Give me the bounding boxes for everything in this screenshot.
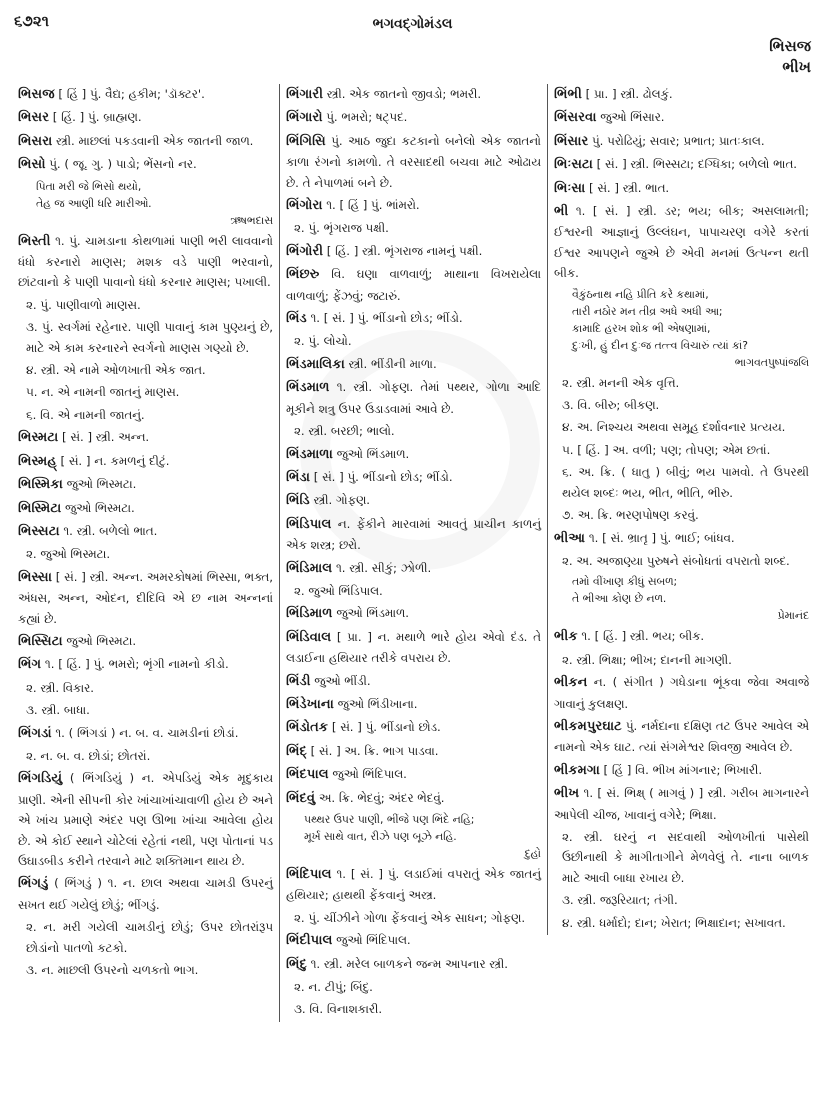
- dictionary-entry: [286, 694, 541, 715]
- definition: [ પ્રા. ] ન. મથાળે ભારે હોય એવો દંડ. તે લડાઈના હથિયાર તરીકે વપરાય છે.: [286, 629, 541, 666]
- headword: ભીકન: [554, 675, 588, 691]
- definition: [ સં. ] અ. ક્રિ. ભાગ પાડવા.: [306, 743, 439, 758]
- quotation-line: દુઃખી, હું દીન દુઃજ તત્ત્વ વિચારું ત્યાં કાં?: [572, 338, 749, 352]
- dictionary-entry: [18, 231, 273, 293]
- definition: સ્ત્રી. એક જાતનો જીવડો; ભમરી.: [322, 87, 482, 101]
- quotation-line: વૈકુંઠનાથ નહિ પ્રીતિ કરે કથામાં,: [572, 287, 709, 301]
- definition: [ સં. ] પું. ભીંડાનો છોડ; ભીંડો.: [310, 469, 453, 484]
- sense-definition: ૨. ન. બ. વ. છોડાં; છોતરાં.: [26, 748, 151, 763]
- definition: જુઓ ભિંડીખાના.: [333, 696, 418, 711]
- dictionary-entry: [286, 788, 541, 809]
- headword: ભિંગારો: [286, 110, 323, 126]
- dictionary-entry: [554, 672, 809, 714]
- quotation-line: મૂર્ખ સાથે વાત, રીઝે પણ બૂઝે નહિ.: [304, 830, 457, 843]
- headword: ભિંડિમાળ: [286, 606, 333, 622]
- definition: જુઓ ભિંદિપાલ.: [328, 767, 407, 782]
- quotation: [554, 286, 809, 371]
- headword: ભિંદવું: [286, 790, 316, 806]
- definition: ૧. [ હિં ] પું. ભાંમરો.: [322, 198, 420, 213]
- dictionary-entry: [286, 308, 541, 329]
- definition: ૧. [ સં. ] સ્ત્રી. ડર; ભય; બીક; અસલામતી; ઈશ્વરની આજ્ઞાનું ઉલ્લંઘન, પાપાચરણ વગેરે કરતાં ઈશ્વર આપણને જુએ છે એવી મનમાં ઉત્પન્ન થતી બીક.: [554, 204, 809, 281]
- definition: જુઓ ભિસ્મટા.: [61, 500, 135, 515]
- sense-definition: ૨. પું. લોચો.: [294, 334, 352, 349]
- dictionary-entry: [286, 467, 541, 488]
- sense-definition: ૨. સ્ત્રી. મનની એક વૃત્તિ.: [562, 375, 680, 390]
- headword: ભિંગોરી: [286, 243, 324, 259]
- dictionary-entry: [286, 741, 541, 762]
- dictionary-entry: [18, 768, 273, 871]
- column-1: [12, 84, 279, 982]
- dictionary-entry: [554, 131, 809, 152]
- dictionary-entry: [18, 521, 273, 542]
- dictionary-entry: [18, 654, 273, 675]
- definition: ૧. સ્ત્રી. ગોફણ. તેમાં પથ્થર, ગોળા આદિ મૂકીને શત્રુ ઉપર ઉડાડવામાં આવે છે.: [286, 380, 541, 416]
- dictionary-entry: [286, 195, 541, 216]
- headword: ભિસ્મહ્: [18, 453, 57, 469]
- dictionary-entry: [18, 498, 273, 519]
- headword: ભિસ્તી: [18, 233, 51, 249]
- headword: ભિંડેખાના: [286, 696, 334, 712]
- sense-definition: ૨. પું. ભૃંગરાજ પક્ષી.: [294, 221, 389, 236]
- sense-definition: ૪. અ. નિશ્ચય અથવા સમૂહ દર્શાવનાર પ્રત્યય.: [562, 420, 786, 435]
- sense-definition: ૨. જુઓ ભિંડિપાલ.: [294, 583, 383, 598]
- dictionary-entry: [554, 528, 809, 549]
- headword: ભિંડિ: [286, 493, 310, 509]
- definition: પું. પરોઢિયું; સવાર; પ્રભાત; પ્રાતઃકાલ.: [588, 133, 765, 148]
- sense-definition: ૨. સ્ત્રી. ભિક્ષા; ભીખ; દાનની માગણી.: [562, 652, 732, 667]
- headword: ભિંડી: [286, 673, 311, 689]
- dictionary-entry: [18, 723, 273, 744]
- headword: ભિંદુ: [286, 956, 307, 972]
- dictionary-entry: [286, 627, 541, 669]
- page-header: [0, 0, 825, 84]
- definition: ૧. પું. ચામડાના કોથળામાં પાણી ભરી લાવવાનો ધંધો કરનારો માણસ; મશક વડે પાણી ભરવાનો, છાંટવાનો કે પાણી પાવાનો ધંધો કરનાર માણસ; પખાલી.: [18, 233, 273, 290]
- quotation-author: ઋષભદાસ: [230, 213, 273, 227]
- definition: [ સં. ] ન. કમળનું દીટું.: [56, 453, 170, 468]
- definition: [ હિં. ] સ્ત્રી. ભૃંગરાજ નામનું પક્ષી.: [323, 243, 483, 258]
- headword: ભિંછરુ: [286, 267, 320, 283]
- quotation-author: ભાગવતપુષ્પાંજલિ: [734, 355, 809, 369]
- sense-definition: ૨. પું. પાણીવાળો માણસ.: [26, 297, 141, 312]
- dictionary-entry: [554, 178, 809, 199]
- headword: ભિંસરવા: [554, 110, 597, 126]
- dictionary-entry: [286, 764, 541, 785]
- running-title: ભગવદ્ગોમંડલ: [372, 16, 453, 32]
- sense-definition: ૭. અ. ક્રિ. ભરણપોષણ કરવું.: [562, 508, 699, 523]
- headword: ભિંડોતક: [286, 720, 329, 736]
- quotation-author: પ્રેમાનંદ: [777, 609, 809, 623]
- headword: ભિઃસટા: [554, 157, 593, 173]
- headword: ભિંદિપાલ: [286, 867, 332, 882]
- dictionary-entry: [554, 201, 809, 284]
- sense-definition: ૫. ન. એ નામની જાતનું માણસ.: [26, 385, 180, 400]
- guide-word-last: ભીખ: [782, 58, 811, 76]
- quotation-line: પિતા મરી જે ભિસો થયો,: [36, 179, 142, 193]
- headword: ભિસ્સટા: [18, 523, 60, 539]
- headword: ભી: [554, 204, 569, 220]
- dictionary-entry: [18, 84, 273, 105]
- definition: [ સં. ] સ્ત્રી. અન્ન. અમરકોષમાં ભિસ્સા, ભક્ત, અંધસ, અન્ન, ઓદન, દીદિવિ એ છ નામ અન્નનાં કહ્યાં છે.: [18, 569, 273, 626]
- page-number: ૬૭૨૧: [14, 12, 49, 30]
- dictionary-entry: [18, 567, 273, 629]
- dictionary-entry: [286, 603, 541, 624]
- dictionary-entry: [286, 717, 541, 738]
- definition: પું. આઠ જુદા કટકાનો બનેલો એક જાતનો કાળા રંગનો કામળો. તે વરસાદથી બચવા માટે ઓઢાય છે. તે નેપાળમાં બને છે.: [286, 133, 541, 190]
- headword: ભિંદપાલ: [286, 767, 329, 783]
- definition: સ્ત્રી. માછલાં પકડવાની એક જાતની જાળ.: [52, 133, 254, 148]
- definition: ૧. સ્ત્રી. બળેલો ભાત.: [59, 523, 158, 538]
- dictionary-entry: [554, 107, 809, 128]
- headword: ભિસ્સિટા: [18, 633, 63, 649]
- definition: ( ભિંગડિયું ) ન. એપડિયું એક મૃદુકાય પ્રાણી. એની સીપની કોર ખાંચાખાંચાવાળી હોય છે અને એ ખાંચ પ્રમાણે અંદર પણ ઊભા ખાંચા આવેલા હોય છે. એ કોઈ સ્થાને ચોટેલાં રહેતાં નથી, પણ પોતાનાં પડ ઉઘાડબીડ કરીને તરવાને માટે શક્તિમાન થાય છે.: [18, 771, 273, 868]
- headword: ભિંગડાં: [18, 725, 52, 741]
- headword: ભિસો: [18, 157, 46, 173]
- sense-definition: ૫. [ હિં. ] અ. વળી; પણ; તોપણ; એમ છતાં.: [562, 442, 771, 457]
- definition: ૧. સ્ત્રી. સીકું; ઝોળી.: [332, 560, 432, 575]
- definition: પું. ભમરો; ષટ્પદ.: [322, 110, 408, 125]
- dictionary-entry: [18, 873, 273, 915]
- sense-definition: ૩. સ્ત્રી. બાધા.: [26, 703, 90, 718]
- quotation: [18, 178, 273, 229]
- quotation-line: પથ્થર ઉપર પાણી, ભીંજે પણ ભિંદે નહિ;: [304, 813, 475, 826]
- dictionary-entry: [286, 490, 541, 511]
- sense-definition: ૪. સ્ત્રી. એ નામે ઓળખાતી એક જાત.: [26, 363, 206, 378]
- definition: ૧. [ સં. ભ્રાતૃ ] પું. ભાઈ; બાંધવ.: [585, 530, 735, 545]
- headword: ભિંડા: [286, 469, 311, 485]
- sense-definition: ૩. સ્ત્રી. જરૂરિયાત; તંગી.: [562, 893, 678, 908]
- guide-words: [769, 36, 811, 78]
- definition: [ સં. ] સ્ત્રી. ભાત.: [585, 180, 670, 195]
- dictionary-entry: [286, 514, 541, 556]
- sense-definition: ૬. અ. ક્રિ. ( ધાતુ ) બીવું; ભય પામવો. તે ઉપરથી થયેલ શબ્દઃ ભય, ભીત, ભીતિ, ભીરુ.: [562, 465, 809, 500]
- headword: ભિંગડિયું: [18, 771, 63, 787]
- quotation-line: તમો વીંખાણ કીધું સબળ;: [572, 575, 678, 589]
- headword: ભિંગોરા: [286, 198, 323, 214]
- definition: સ્ત્રી. ભીંડીની માળા.: [344, 356, 437, 371]
- definition: [ પ્રા. ] સ્ત્રી. ઢોલકું.: [581, 87, 673, 101]
- headword: ભિંડિપાલ: [286, 516, 332, 532]
- sense-definition: ૨. ન. મરી ગયેલી ચામડીનું છોડું; ઉપર છોતરાંરૂપ છોડાંનો પાતળો કટકો.: [26, 920, 273, 955]
- headword: ભિસ્મટા: [18, 430, 59, 446]
- column-2: [279, 84, 547, 1022]
- definition: પું. નર્મદાના દક્ષિણ તટ ઉપર આવેલ એ નામનો એક ઘાટ. ત્યાં સંગમેશ્વર શિવજી આવેલ છે.: [554, 718, 809, 755]
- definition: [ સં. ] સ્ત્રી. ભિસ્સટા; દગ્ધિકા; બળેલો ભાત.: [592, 157, 798, 172]
- definition: ન. ફેંકીને મારવામાં આવતું પ્રાચીન કાળનું એક શસ્ત્ર; છરો.: [286, 516, 541, 553]
- quotation-line: તારી નઠોર મન તીવ્ર અધે અધી આ;: [572, 304, 723, 318]
- guide-word-first: ભિસજ: [769, 37, 811, 55]
- sense-definition: ૩. પું. સ્વર્ગમાં રહેનાર. પાણી પાવાનું કામ પુણ્યનું છે, માટે એ કામ કરનારને સ્વર્ગનો માણસ ગણ્યો છે.: [26, 320, 273, 355]
- definition: ૧. [ સં. ] પું. લડાઈમાં વપરાતું એક જાતનું હથિયાર; હાથથી ફેંકવાનું અસ્ત્ર.: [286, 867, 541, 903]
- dictionary-entry: [286, 264, 541, 306]
- headword: ભીઆ: [554, 530, 586, 546]
- definition: [ સં. ] સ્ત્રી. અન્ન.: [58, 430, 150, 445]
- definition: ( ભિંગડું ) ૧. ન. છાલ અથવા ચામડી ઉપરનું સખત થઈ ગયેલું છોડું; ભીંગડું.: [18, 876, 273, 912]
- headword: ભિંગિસિ: [286, 133, 326, 149]
- definition: ૧. ( ભિંગડાં ) ન. બ. વ. ચામડીનાં છોડાં.: [51, 725, 239, 740]
- definition: [ હિં ] પું. વૈદ્ય; હકીમ; 'ડૉક્ટર'.: [54, 87, 205, 101]
- dictionary-entry: [18, 631, 273, 652]
- dictionary-entry: [286, 930, 541, 951]
- headword: ભિંસાર: [554, 133, 589, 149]
- definition: જુઓ ભિંડમાળ.: [332, 606, 409, 621]
- headword: ભિંગ: [18, 657, 42, 673]
- headword: ભીકમપુરઘાટ: [554, 718, 622, 734]
- headword: ભિંદીપાલ: [286, 933, 333, 949]
- dictionary-entry: [554, 760, 809, 781]
- headword: ભિંગારી: [286, 87, 323, 102]
- dictionary-entry: [554, 783, 809, 825]
- definition: ૧. [ હિં. ] પું. ભમરો; ભૃંગી નામનો કીડો.: [41, 657, 229, 672]
- sense-definition: ૨. સ્ત્રી. બરછી; ભાલો.: [294, 424, 395, 439]
- dictionary-entry: [18, 474, 273, 495]
- headword: ભિંડમાલિકા: [286, 356, 345, 372]
- dictionary-entry: [18, 131, 273, 152]
- sense-definition: ૨. સ્ત્રી. ઘરનું ન સદવાથી ઓળખીતાં પાસેથી ઉછીનાથી કે માગીતાગીને મેળવેલું તે. નાના બાળક માટે આવી બાધા રખાય છે.: [562, 829, 809, 885]
- headword: ભિસજ: [18, 87, 55, 102]
- dictionary-entry: [286, 131, 541, 193]
- headword: ભિંડિવાલ: [286, 629, 332, 645]
- dictionary-entry: [18, 427, 273, 448]
- definition: વિ. ઘણા વાળવાળું; માથાના વિખરાયેલા વાળવાળું; ફેંઝવું; જટારું.: [286, 267, 541, 303]
- dictionary-entry: [554, 84, 809, 105]
- definition: ૧. [ હિં. ] સ્ત્રી. ભય; બીક.: [577, 629, 705, 644]
- definition: ન. ( સંગીત ) ગધેડાના ભૂંકવા જેવા અવાજે ગાવાનું કુલક્ષણ.: [554, 675, 809, 711]
- dictionary-entry: [18, 451, 273, 472]
- quotation: [286, 811, 541, 862]
- sense-definition: ૩. વિ. વિનાશકારી.: [294, 1002, 383, 1017]
- dictionary-entry: [286, 377, 541, 419]
- quotation-line: કામાદિ હરખ શોક ભી એષણામાં,: [572, 321, 711, 335]
- headword: ભિંડમાળ: [286, 380, 330, 396]
- headword: ભિઃસા: [554, 180, 586, 196]
- definition: અ. ક્રિ. ભેદવું; અંદર ભેદવું.: [315, 790, 445, 805]
- dictionary-entry: [554, 626, 809, 647]
- dictionary-entry: [286, 107, 541, 128]
- definition: જુઓ ભિંડમાળ.: [332, 446, 410, 461]
- headword: ભિસ્સા: [18, 569, 52, 585]
- headword: ભીકમગા: [554, 762, 600, 778]
- headword: ભિસ્મિટા: [18, 500, 62, 516]
- definition: જુઓ ભીંડી.: [310, 673, 371, 688]
- dictionary-columns: [12, 84, 815, 1022]
- definition: જુઓ ભિંસાર.: [596, 110, 665, 125]
- dictionary-entry: [18, 107, 273, 128]
- headword: ભિસરા: [18, 133, 53, 149]
- dictionary-entry: [286, 354, 541, 375]
- headword: ભિસ્મિકા: [18, 477, 63, 493]
- dictionary-entry: [286, 671, 541, 692]
- sense-definition: ૪. સ્ત્રી. ધર્માદો; દાન; ખેરાત; ભિક્ષાદાન; સખાવત.: [562, 915, 786, 930]
- sense-definition: ૩. ન. માછલી ઉપરનો ચળકતો ભાગ.: [26, 963, 199, 978]
- definition: જુઓ ભિસ્મટા.: [62, 633, 137, 648]
- dictionary-entry: [554, 716, 809, 758]
- sense-definition: ૨. અ. અજાણ્યા પુરુષને સંબોધતાં વપરાતો શબ્દ.: [562, 553, 790, 568]
- quotation-author: દુહો: [524, 847, 541, 860]
- sense-definition: ૨. ન. ટીપું; બિંદુ.: [294, 980, 373, 995]
- dictionary-entry: [286, 84, 541, 105]
- definition: ૧. [ સં. ] પું. ભીંડાનો છોડ; ભીંડો.: [306, 311, 463, 326]
- dictionary-entry: [286, 864, 541, 906]
- dictionary-entry: [286, 241, 541, 262]
- definition: પું. ( જૂ. ગુ. ) પાડો; ભેંસનો નર.: [45, 157, 197, 172]
- headword: ભિસર: [18, 110, 50, 126]
- definition: સ્ત્રી. ગોફણ.: [309, 493, 371, 508]
- headword: ભિંગડું: [18, 876, 49, 892]
- definition: [ સં. ] પું. ભીંડાનો છોડ.: [328, 720, 441, 735]
- headword: ભીખ: [554, 786, 580, 802]
- headword: ભિંડ: [286, 311, 307, 327]
- definition: જુઓ ભિસ્મટા.: [62, 477, 137, 492]
- definition: ૧. [ સં. ભિક્ષ્ ( માગવું ) ] સ્ત્રી. ગરીબ માગનારને આપેલી ચીજ, ખાવાનું વગેરે; ભિક્ષા.: [554, 786, 809, 822]
- headword: ભિંડમાળા: [286, 446, 333, 462]
- headword: ભિંડિમાલ: [286, 560, 333, 576]
- quotation-line: તેહ જ આણી ધરિ મારીઓ.: [36, 196, 152, 210]
- definition: ૧. સ્ત્રી. મરેલ બાળકને જન્મ આપનાર સ્ત્રી.: [306, 956, 509, 971]
- dictionary-entry: [286, 954, 541, 975]
- definition: [ હિં ] વિ. ભીખ માંગનાર; ભિખારી.: [599, 762, 763, 777]
- dictionary-entry: [18, 154, 273, 175]
- sense-definition: ૬. વિ. એ નામની જાતનું.: [26, 407, 145, 422]
- definition: જુઓ ભિંદિપાલ.: [332, 933, 411, 948]
- dictionary-entry: [286, 444, 541, 465]
- headword: ભીક: [554, 629, 578, 645]
- quotation: [554, 573, 809, 624]
- column-3: [547, 84, 815, 935]
- headword: ભિંભી: [554, 87, 582, 102]
- quotation-line: તે ભીઆ કોણ છે નળ.: [572, 592, 667, 606]
- headword: ભિંદ્: [286, 743, 307, 759]
- sense-definition: ૩. વિ. બીરુ; બીકણ.: [562, 398, 660, 413]
- sense-definition: ૨. સ્ત્રી. વિકાર.: [26, 680, 95, 695]
- sense-definition: ૨. જુઓ ભિસ્મટા.: [26, 547, 111, 562]
- dictionary-entry: [286, 558, 541, 579]
- dictionary-entry: [554, 154, 809, 175]
- sense-definition: ૨. પું. ચીંઝીને ગોળા ફેંકવાનું એક સાધન; ગોફણ.: [294, 910, 526, 925]
- definition: [ હિં. ] પું. બ્રાહ્મણ.: [49, 110, 142, 125]
